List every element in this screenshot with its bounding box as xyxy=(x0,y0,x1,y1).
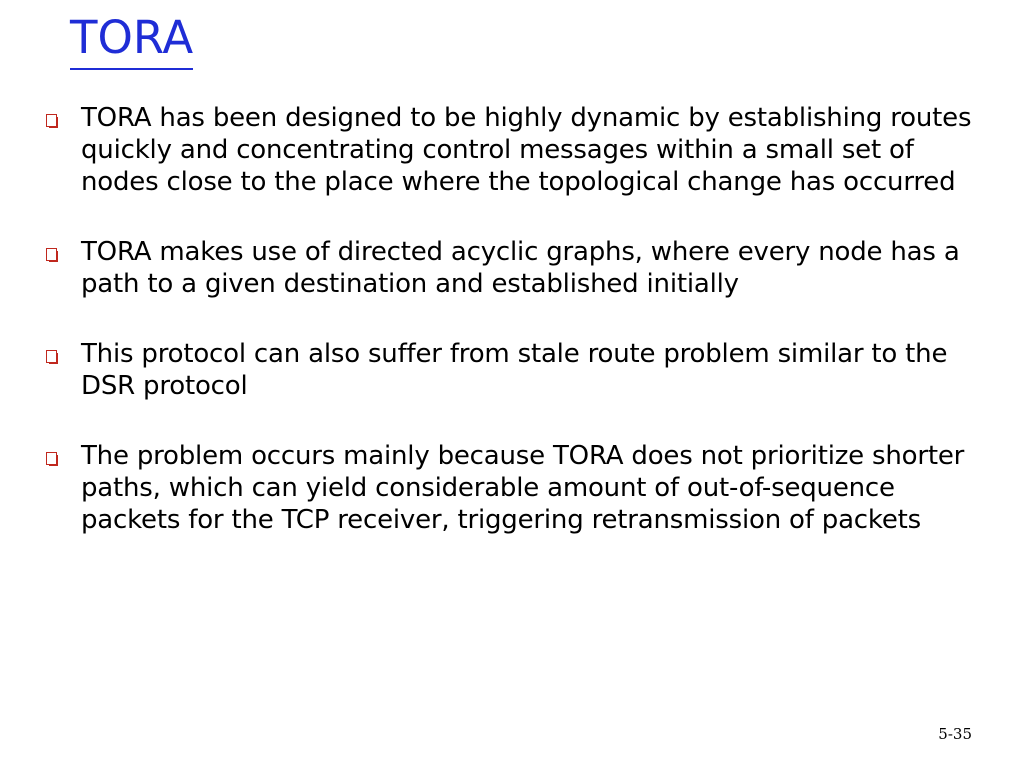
bullet-item xyxy=(44,102,984,198)
bullet-item xyxy=(44,236,984,300)
hollow-square-bullet-icon xyxy=(46,350,57,363)
bullet-text: TORA makes use of directed acyclic graphs, where every node has a path to a given destination and established initially xyxy=(81,237,960,299)
hollow-square-bullet-icon xyxy=(46,452,57,465)
slide-title: TORA xyxy=(70,8,193,70)
slide-number: 5-35 xyxy=(938,725,972,743)
bullet-text: The problem occurs mainly because TORA does not prioritize shorter paths, which can yield considerable amount of out-of-sequence packets for the TCP receiver, triggering retransmission of packets xyxy=(81,441,965,535)
bullet-text: TORA has been designed to be highly dynamic by establishing routes quickly and concentrating control messages within a small set of nodes close to the place where the topological change has occurred xyxy=(81,103,972,197)
bullet-text: This protocol can also suffer from stale route problem similar to the DSR protocol xyxy=(81,339,948,401)
bullet-item xyxy=(44,338,984,402)
hollow-square-bullet-icon xyxy=(46,248,57,261)
bullet-list xyxy=(44,102,984,574)
hollow-square-bullet-icon xyxy=(46,114,57,127)
bullet-item xyxy=(44,440,984,536)
